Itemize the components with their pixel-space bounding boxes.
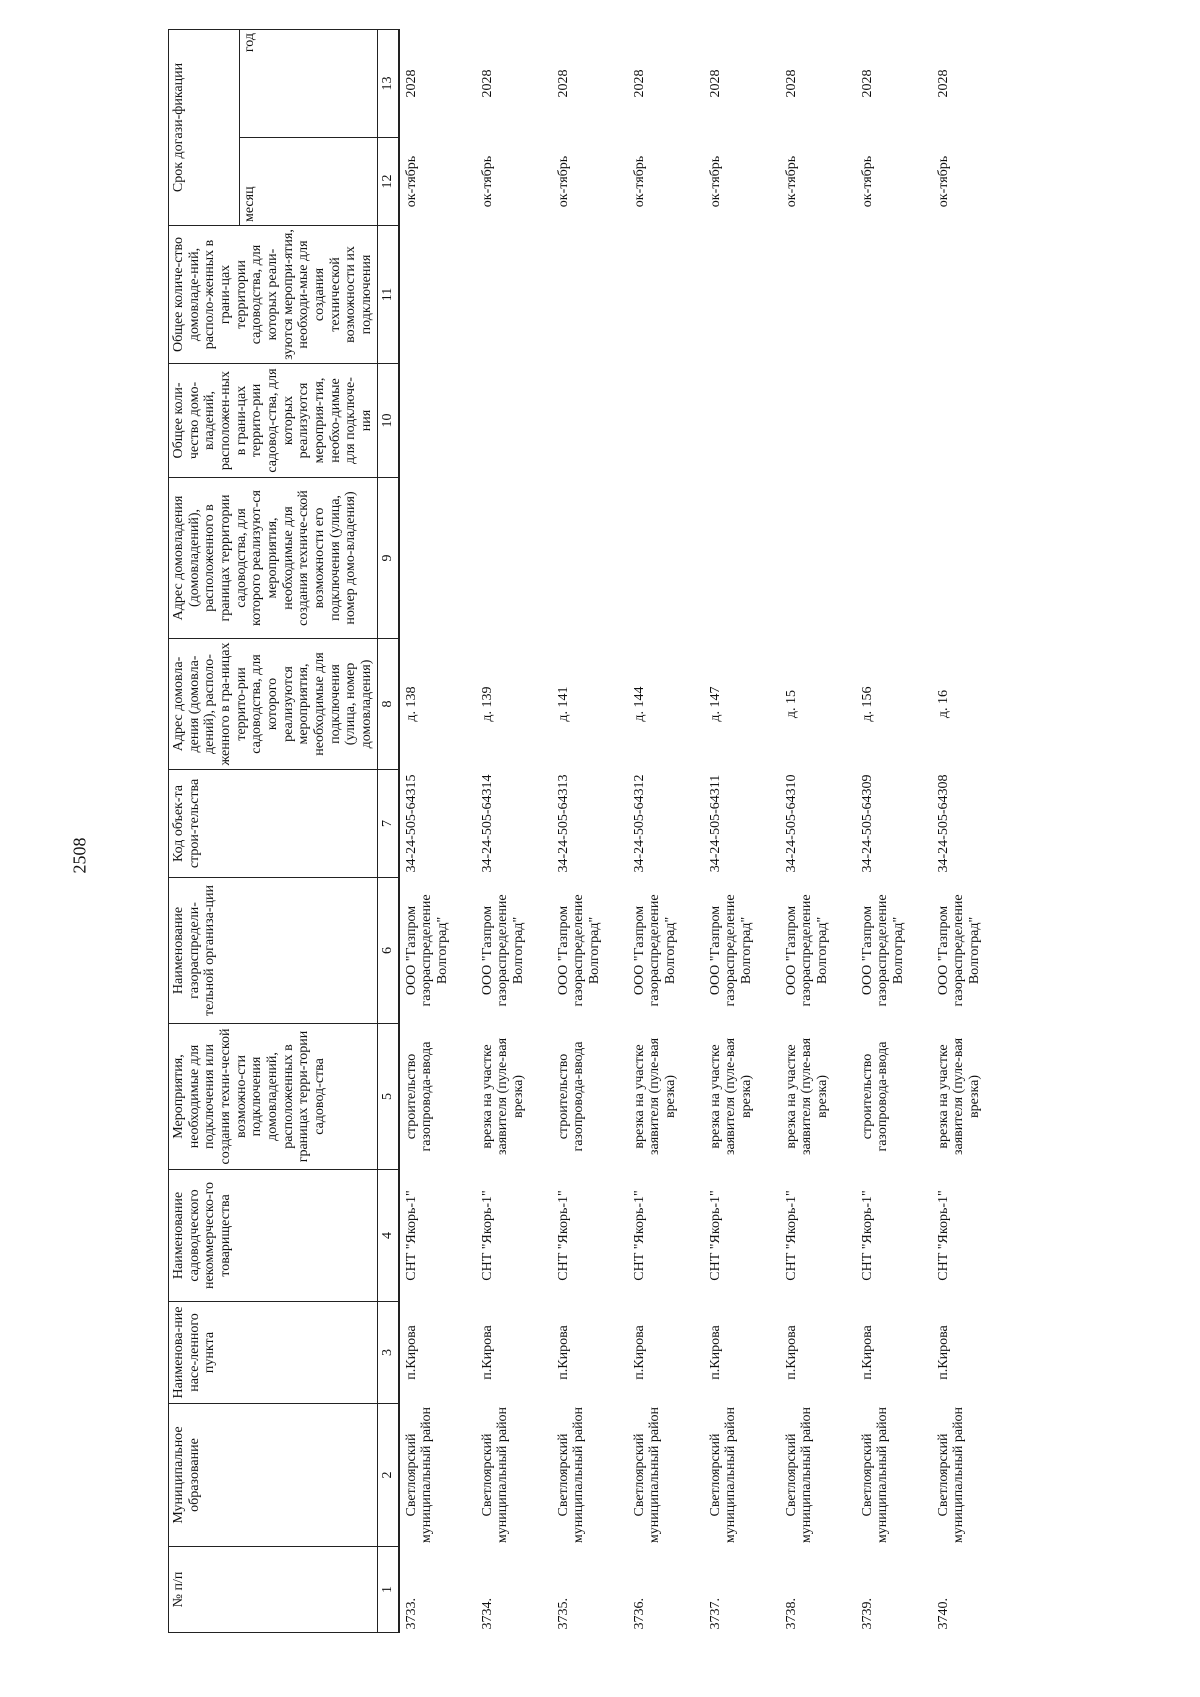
address-cell: д. 15 <box>783 689 799 719</box>
count-capacity-cell <box>476 226 552 364</box>
row-number: 3740. <box>935 1598 951 1630</box>
row-number: 3737. <box>707 1598 723 1630</box>
settlement-cell: п.Кирова <box>859 1325 875 1380</box>
header-address-connect: Адрес домовла-дения (домовла-дений), располо-женного в гра-ницах террито-рии садоводства, для которого реализуются мероприятия, необходимые для подключения (улица, номер домовладения) <box>169 639 378 770</box>
header-gas-org: Наименование газораспредели-тельной организа-ции <box>169 878 378 1024</box>
object-code-cell: 34-24-505-64311 <box>707 774 723 873</box>
measure-cell: врезка на участке заявителя (пуле-вая врезка) <box>935 1037 983 1156</box>
year-cell: 2028 <box>707 69 723 98</box>
settlement-cell: п.Кирова <box>631 1325 647 1380</box>
measure-cell: врезка на участке заявителя (пуле-вая врезка) <box>707 1037 755 1156</box>
municipality-cell: Светлоярский муниципальный район <box>631 1406 663 1544</box>
address-cell: д. 138 <box>403 686 419 722</box>
page-number: 2508 <box>69 837 90 874</box>
header-month: месяц <box>240 138 378 226</box>
count-connect-cell <box>552 364 628 478</box>
municipality-cell: Светлоярский муниципальный район <box>783 1406 815 1544</box>
month-cell: ок-тябрь <box>783 155 799 208</box>
header-settlement: Наименова-ние насе-ленного пункта <box>169 1302 378 1404</box>
row-number: 3733. <box>403 1598 419 1630</box>
object-code-cell: 34-24-505-64309 <box>859 774 875 873</box>
settlement-cell: п.Кирова <box>783 1325 799 1380</box>
object-code-cell: 34-24-505-64310 <box>783 774 799 873</box>
header-partnership: Наименование садоводческого некоммерческо-го товарищества <box>169 1170 378 1302</box>
header-number: № п/п <box>169 1547 378 1633</box>
settlement-cell: п.Кирова <box>403 1325 419 1380</box>
object-code-cell: 34-24-505-64312 <box>631 774 647 873</box>
partnership-cell: СНТ "Якорь-1" <box>707 1190 723 1281</box>
year-cell: 2028 <box>935 69 951 98</box>
gas-org-cell: ООО "Газпром газораспределение Волгоград" <box>631 894 679 1007</box>
address-capacity-cell <box>628 478 704 639</box>
column-number: 2 <box>377 1404 399 1547</box>
measure-cell: врезка на участке заявителя (пуле-вая врезка) <box>631 1037 679 1156</box>
object-code-cell: 34-24-505-64308 <box>935 774 951 873</box>
settlement-cell: п.Кирова <box>555 1325 571 1380</box>
municipality-cell: Светлоярский муниципальный район <box>707 1406 739 1544</box>
month-cell: ок-тябрь <box>935 155 951 208</box>
object-code-cell: 34-24-505-64315 <box>403 774 419 873</box>
measure-cell: врезка на участке заявителя (пуле-вая врезка) <box>783 1037 831 1156</box>
month-cell: ок-тябрь <box>707 155 723 208</box>
row-number: 3735. <box>555 1598 571 1630</box>
gas-org-cell: ООО "Газпром газораспределение Волгоград" <box>479 894 527 1007</box>
column-number: 6 <box>377 878 399 1024</box>
count-connect-cell <box>856 364 932 478</box>
settlement-cell: п.Кирова <box>707 1325 723 1380</box>
count-capacity-cell <box>552 226 628 364</box>
partnership-cell: СНТ "Якорь-1" <box>859 1190 875 1281</box>
count-connect-cell <box>704 364 780 478</box>
month-cell: ок-тябрь <box>555 155 571 208</box>
settlement-cell: п.Кирова <box>935 1325 951 1380</box>
partnership-cell: СНТ "Якорь-1" <box>935 1190 951 1281</box>
table-row <box>552 30 628 1633</box>
row-number: 3734. <box>479 1598 495 1630</box>
count-connect-cell <box>399 364 476 478</box>
header-deadline: Срок догази-фикации <box>169 30 240 226</box>
year-cell: 2028 <box>631 69 647 98</box>
row-number: 3739. <box>859 1598 875 1630</box>
address-capacity-cell <box>399 478 476 639</box>
municipality-cell: Светлоярский муниципальный район <box>555 1406 587 1544</box>
municipality-cell: Светлоярский муниципальный район <box>403 1406 435 1544</box>
header-municipality: Муниципальное образование <box>169 1404 378 1547</box>
column-number: 13 <box>377 30 399 138</box>
year-cell: 2028 <box>479 69 495 98</box>
municipality-cell: Светлоярский муниципальный район <box>859 1406 891 1544</box>
table-row <box>476 30 552 1633</box>
rotated-table-container <box>168 30 1173 1633</box>
table-row <box>399 30 476 1633</box>
header-year: год <box>240 30 378 138</box>
measure-cell: строительство газопровода-ввода <box>403 1041 435 1152</box>
column-number: 9 <box>377 478 399 639</box>
partnership-cell: СНТ "Якорь-1" <box>403 1190 419 1281</box>
settlement-cell: п.Кирова <box>479 1325 495 1380</box>
count-capacity-cell <box>399 226 476 364</box>
header-count-connect: Общее коли-чество домо-владений, расположен-ных в грани-цах террито-рии садовод-ства, для которых реализуются мероприя-тия, необхо-димые для подключе-ния <box>169 364 378 478</box>
column-number: 1 <box>377 1547 399 1633</box>
month-cell: ок-тябрь <box>631 155 647 208</box>
address-capacity-cell <box>704 478 780 639</box>
count-capacity-cell <box>780 226 856 364</box>
column-number: 11 <box>377 226 399 364</box>
address-capacity-cell <box>856 478 932 639</box>
table-row <box>780 30 856 1633</box>
month-cell: ок-тябрь <box>403 155 419 208</box>
partnership-cell: СНТ "Якорь-1" <box>783 1190 799 1281</box>
measure-cell: строительство газопровода-ввода <box>555 1041 587 1152</box>
table-row <box>856 30 932 1633</box>
address-capacity-cell <box>780 478 856 639</box>
gas-org-cell: ООО "Газпром газораспределение Волгоград" <box>555 894 603 1007</box>
address-cell: д. 139 <box>479 686 495 722</box>
gas-org-cell: ООО "Газпром газораспределение Волгоград" <box>783 894 831 1007</box>
year-cell: 2028 <box>783 69 799 98</box>
year-cell: 2028 <box>403 69 419 98</box>
column-number: 3 <box>377 1302 399 1404</box>
count-connect-cell <box>780 364 856 478</box>
partnership-cell: СНТ "Якорь-1" <box>631 1190 647 1281</box>
table-row <box>628 30 704 1633</box>
address-capacity-cell <box>476 478 552 639</box>
gasification-table <box>168 29 1008 1633</box>
gas-org-cell: ООО "Газпром газораспределение Волгоград" <box>403 894 451 1007</box>
object-code-cell: 34-24-505-64314 <box>479 774 495 873</box>
partnership-cell: СНТ "Якорь-1" <box>555 1190 571 1281</box>
address-capacity-cell <box>552 478 628 639</box>
column-number: 8 <box>377 639 399 770</box>
gas-org-cell: ООО "Газпром газораспределение Волгоград" <box>935 894 983 1007</box>
address-cell: д. 141 <box>555 686 571 722</box>
year-cell: 2028 <box>555 69 571 98</box>
table-row <box>932 30 1008 1633</box>
column-number: 5 <box>377 1024 399 1170</box>
address-cell: д. 156 <box>859 686 875 722</box>
row-number: 3736. <box>631 1598 647 1630</box>
count-capacity-cell <box>704 226 780 364</box>
header-object-code: Код объек-та строи-тельства <box>169 770 378 878</box>
column-number: 10 <box>377 364 399 478</box>
address-cell: д. 147 <box>707 686 723 722</box>
partnership-cell: СНТ "Якорь-1" <box>479 1190 495 1281</box>
gas-org-cell: ООО "Газпром газораспределение Волгоград" <box>859 894 907 1007</box>
column-number: 12 <box>377 138 399 226</box>
column-numbers-row <box>377 30 399 1633</box>
address-cell: д. 16 <box>935 689 951 719</box>
measure-cell: врезка на участке заявителя (пуле-вая врезка) <box>479 1037 527 1156</box>
header-address-capacity: Адрес домовладения (домовладений), расположенного в границах территории садоводства, для которого реализуют-ся мероприятия, необходимые для создания техниче-ской возможности его подключения (улица, номер домо-владения) <box>169 478 378 639</box>
municipality-cell: Светлоярский муниципальный район <box>935 1406 967 1544</box>
header-measures: Мероприятия, необходимые для подключения или создания техни-ческой возможно-сти подключения домовладений, расположенных в границах терри-тории садовод-ства <box>169 1024 378 1170</box>
count-capacity-cell <box>932 226 1008 364</box>
column-number: 4 <box>377 1170 399 1302</box>
object-code-cell: 34-24-505-64313 <box>555 774 571 873</box>
table-row <box>704 30 780 1633</box>
month-cell: ок-тябрь <box>479 155 495 208</box>
address-capacity-cell <box>932 478 1008 639</box>
count-connect-cell <box>932 364 1008 478</box>
table-header <box>169 30 399 1633</box>
month-cell: ок-тябрь <box>859 155 875 208</box>
gas-org-cell: ООО "Газпром газораспределение Волгоград" <box>707 894 755 1007</box>
count-capacity-cell <box>856 226 932 364</box>
municipality-cell: Светлоярский муниципальный район <box>479 1406 511 1544</box>
count-capacity-cell <box>628 226 704 364</box>
count-connect-cell <box>476 364 552 478</box>
address-cell: д. 144 <box>631 686 647 722</box>
row-number: 3738. <box>783 1598 799 1630</box>
measure-cell: строительство газопровода-ввода <box>859 1041 891 1152</box>
table-body <box>399 30 1008 1633</box>
header-count-capacity: Общее количе-ство домовладе-ний, располо-женных в грани-цах территории садоводства, для которых реали-зуются меропри-ятия, необходи-мые для создания технической возможности их подключения <box>169 226 378 364</box>
column-number: 7 <box>377 770 399 878</box>
year-cell: 2028 <box>859 69 875 98</box>
count-connect-cell <box>628 364 704 478</box>
